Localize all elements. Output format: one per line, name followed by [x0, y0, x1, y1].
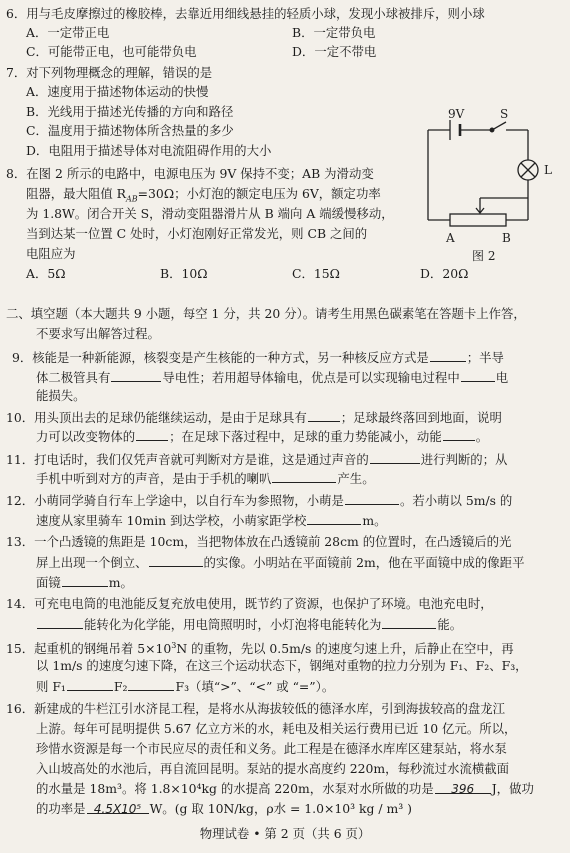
q13-line1: 13．一个凸透镜的焦距是 10cm，当把物体放在凸透镜前 28cm 的位置时，在凸透镜后的光: [6, 534, 512, 549]
q16-line5: 的水量是 18m³。将 1.8×10⁴kg 的水提高 220m，水泵对水所做的功是 396 J，做功: [36, 781, 534, 796]
q6-option-c: C．可能带正电，也可能带负电: [26, 44, 197, 59]
label-end-a: A: [446, 231, 455, 245]
q9-line1: 9．核能是一种新能源，核裂变是产生核能的一种方式，另一种核反应方式是 ；半导: [12, 350, 504, 365]
q12-line1: 12．小萌同学骑自行车上学途中，以自行车为参照物，小萌是 。若小萌以 5m/s 的: [6, 493, 513, 508]
q10-line2: 力可以改变物体的 ；在足球下落过程中，足球的重力势能减小，动能 。: [36, 429, 489, 444]
q6-option-d: D．一定不带电: [292, 44, 377, 59]
q7-option-d: D．电阻用于描述导体对电流阻碍作用的大小: [26, 143, 272, 158]
q8-line4: 当到达某一位置 C 处时，小灯泡刚好正常发光，则 CB 之间的: [26, 226, 368, 241]
q16-line6: 的功率是 4.5X10⁵ W。(g 取 10N/kg，ρ水 = 1.0×10³ kg / m³ ): [36, 801, 413, 816]
blank[interactable]: [62, 574, 108, 587]
blank[interactable]: [461, 369, 495, 382]
blank[interactable]: [345, 492, 399, 505]
blank[interactable]: [443, 428, 475, 441]
q6-option-a: A．一定带正电: [26, 25, 110, 40]
label-switch: S: [500, 108, 509, 121]
q7-option-b: B．光线用于描述光传播的方向和路径: [26, 104, 234, 119]
q16-line3: 珍惜水资源是每一个市民应尽的责任和义务。此工程是在德泽水库库区建泵站，将水泵: [36, 741, 507, 756]
blank-power[interactable]: [87, 801, 149, 814]
blank[interactable]: [430, 349, 466, 362]
blank[interactable]: [307, 512, 361, 525]
blank-work[interactable]: [435, 781, 491, 794]
circuit-diagram: [410, 108, 560, 268]
blank[interactable]: [111, 369, 161, 382]
label-end-b: B: [502, 231, 511, 245]
label-lamp: L: [544, 163, 552, 177]
q11-line1: 11．打电话时，我们仅凭声音就可判断对方是谁，这是通过声音的 进行判断的；从: [6, 452, 508, 467]
q14-line2: 能转化为化学能，用电筒照明时，小灯泡将电能转化为 能。: [36, 616, 462, 633]
rheostat-body: [450, 214, 506, 226]
handwritten-answer-power: 4.5X10⁵: [93, 802, 142, 816]
handwritten-answer-work: 396: [451, 782, 475, 796]
section2-heading: 二、填空题（本大题共 9 小题，每空 1 分，共 20 分）。请考生用黑色碳素笔在答题卡上作答，: [6, 306, 526, 321]
blank[interactable]: [136, 428, 168, 441]
q8-line3: 为 1.8W。闭合开关 S，滑动变阻器滑片从 B 端向 A 端缓慢移动，: [26, 206, 394, 221]
q16-line4: 入山坡高处的水池后，再自流回昆明。泵站的提水高度约 220m，每秒流过水流横截面: [36, 761, 510, 776]
q9-line2: 体二极管具有 导电性；若用超导体输电，优点是可以实现输电过程中 电: [36, 370, 509, 385]
q7-stem: 7．对下列物理概念的理解，错误的是: [6, 65, 213, 80]
q11-line2: 手机中听到对方的声音，是由于手机的喇叭 产生。: [36, 471, 375, 486]
section2-heading-cont: 不要求写出解答过程。: [36, 326, 160, 341]
blank[interactable]: [272, 470, 336, 483]
q16-line1: 16．新建成的牛栏江引水济昆工程，是将水从海拔较低的德泽水库，引到海拔较高的盘龙江: [6, 701, 506, 716]
figure-caption: 图 2: [472, 249, 496, 263]
blank[interactable]: [382, 616, 436, 629]
page-footer: 物理试卷 • 第 2 页（共 6 页）: [199, 826, 371, 841]
q8-line1: 8．在图 2 所示的电路中，电源电压为 9V 保持不变；AB 为滑动变: [6, 166, 374, 181]
q7-option-a: A．速度用于描述物体运动的快慢: [26, 84, 209, 99]
blank[interactable]: [37, 616, 83, 629]
q7-option-c: C．温度用于描述物体所含热量的多少: [26, 123, 234, 138]
q6-option-b: B．一定带负电: [292, 25, 376, 40]
q9-line3: 能损失。: [36, 388, 86, 403]
q8-line5: 电阻应为: [26, 246, 76, 261]
q14-line1: 14．可充电电筒的电池能反复充放电使用，既节约了资源，也保护了环境。电池充电时，: [6, 596, 493, 611]
q6-stem: 6．用与毛皮摩擦过的橡胶棒，去靠近用细线悬挂的轻质小球，发现小球被排斥，则小球: [6, 6, 485, 21]
q16-line2: 上游。每年可昆明提供 5.67 亿立方米的水，耗电及相关运行费用已近 10 亿元。所以，: [36, 721, 517, 736]
switch-blade: [492, 122, 506, 130]
blank[interactable]: [67, 678, 113, 691]
label-voltage: 9V: [448, 108, 465, 121]
q8-line2: 阻器，最大阻值 $R_{AB}=30\Omega$；小灯泡的额定电压为 6V，额定功率: [26, 186, 381, 204]
q8-option-b: B．10Ω: [160, 266, 208, 281]
q8-option-c: C．15Ω: [292, 266, 340, 281]
q8-option-d: D．20Ω: [420, 266, 469, 281]
q13-line2: 屏上出现一个倒立、 的实像。小明站在平面镜前 2m，他在平面镜中成的像距平: [36, 555, 525, 570]
q13-line3: 面镜 m。: [36, 575, 133, 590]
q15-line2: 以 1m/s 的速度匀速下降，在这三个运动状态下，钢绳对重物的拉力分别为 F₁、F₂、F₃，: [36, 658, 528, 673]
q15-line1: 15．起重机的钢绳吊着 $5\times 10^3N$ 的重物，先以 0.5m/s 的速度匀速上升，后静止在空中，再: [6, 641, 514, 657]
q10-line1: 10．用头顶出去的足球仍能继续运动，是由于足球具有 ；足球最终落回到地面，说明: [6, 410, 502, 425]
blank[interactable]: [128, 678, 174, 691]
blank[interactable]: [149, 554, 203, 567]
q12-line2: 速度从家里骑车 10min 到达学校，小萌家距学校 m。: [36, 513, 387, 528]
q8-option-a: A．5Ω: [26, 266, 66, 281]
blank[interactable]: [308, 409, 340, 422]
q15-line3: 则 F₁ F₂ F₃（填“>”、“<” 或 “=”）。: [36, 679, 335, 694]
blank[interactable]: [370, 451, 420, 464]
